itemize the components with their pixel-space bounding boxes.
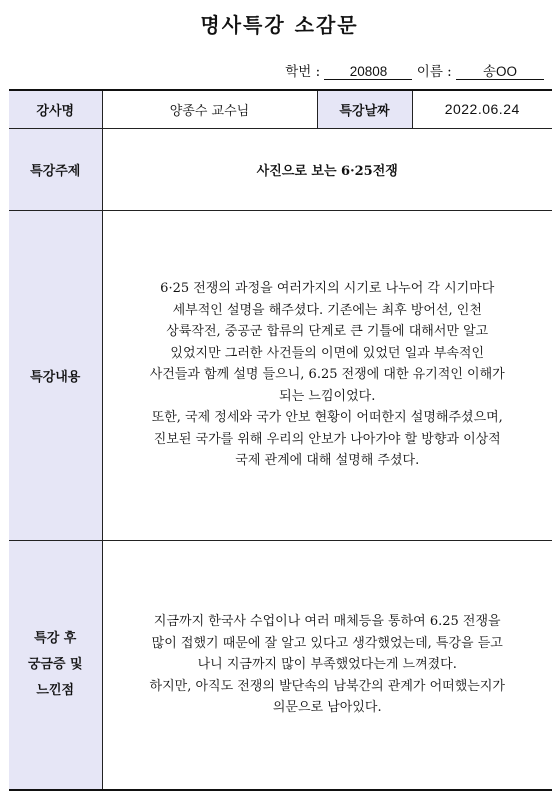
impression-label-line: 느낀점 — [36, 682, 75, 698]
content-line: 되는 느낌이었다. — [279, 388, 376, 404]
impression-label-line: 궁금증 및 — [27, 656, 83, 672]
topic-label: 특강주제 — [9, 128, 102, 210]
student-name-field: 송OO — [456, 64, 544, 80]
content-line: 국제 관계에 대해 설명해 주셨다. — [235, 453, 420, 469]
content-line: 진보된 국가를 위해 우리의 안보가 나아가야 할 방향과 이상적 — [153, 431, 501, 447]
content-line: 사건들과 함께 설명 들으니, 6.25 전쟁에 대한 유기적인 이해가 — [149, 367, 505, 383]
lecturer-label: 강사명 — [9, 90, 102, 128]
topic-value: 사진으로 보는 6·25전쟁 — [102, 128, 552, 210]
content-line: 또한, 국제 정세와 국가 안보 현황이 어떠한지 설명해주셨으며, — [151, 410, 503, 426]
student-id-label: 학번 : — [285, 64, 321, 80]
report-table — [9, 89, 552, 791]
content-line: 6·25 전쟁의 과정을 여러가지의 시기로 나누어 각 시기마다 — [160, 281, 495, 297]
impression-label — [9, 540, 102, 790]
content-line: 세부적인 설명을 해주셨다. 기존에는 최후 방어선, 인천 — [172, 302, 482, 318]
date-label: 특강날짜 — [317, 90, 412, 128]
student-info — [285, 60, 544, 80]
student-name-label: 이름 : — [416, 64, 452, 80]
document-title: 명사특강 소감문 — [200, 13, 359, 37]
content-text — [102, 210, 552, 540]
impression-row — [9, 540, 552, 790]
date-value: 2022.06.24 — [412, 90, 552, 128]
impression-line: 의문으로 남아있다. — [272, 700, 382, 715]
impression-label-line: 특강 후 — [34, 630, 77, 646]
impression-line: 지금까지 한국사 수업이나 여러 매체등을 통하여 6.25 전쟁을 — [153, 614, 501, 629]
lecturer-value: 양종수 교수님 — [102, 90, 317, 128]
content-line: 있었지만 그러한 사건들의 이면에 있었던 일과 부속적인 — [170, 345, 485, 361]
student-id-field: 20808 — [324, 64, 412, 80]
content-line: 상륙작전, 중공군 합류의 단계로 큰 기틀에 대해서만 알고 — [166, 324, 489, 340]
impression-text — [102, 540, 552, 790]
impression-line: 많이 접했기 때문에 잘 알고 있다고 생각했었는데, 특강을 듣고 — [151, 635, 503, 651]
content-row — [9, 210, 552, 540]
lecturer-row — [9, 90, 552, 128]
impression-line: 나니 지금까지 많이 부족했었다는게 느껴졌다. — [197, 657, 457, 672]
topic-row — [9, 128, 552, 210]
content-label: 특강내용 — [9, 210, 102, 540]
impression-line: 하지만, 아직도 전쟁의 발단속의 남북간의 관계가 어떠했는지가 — [149, 678, 505, 694]
